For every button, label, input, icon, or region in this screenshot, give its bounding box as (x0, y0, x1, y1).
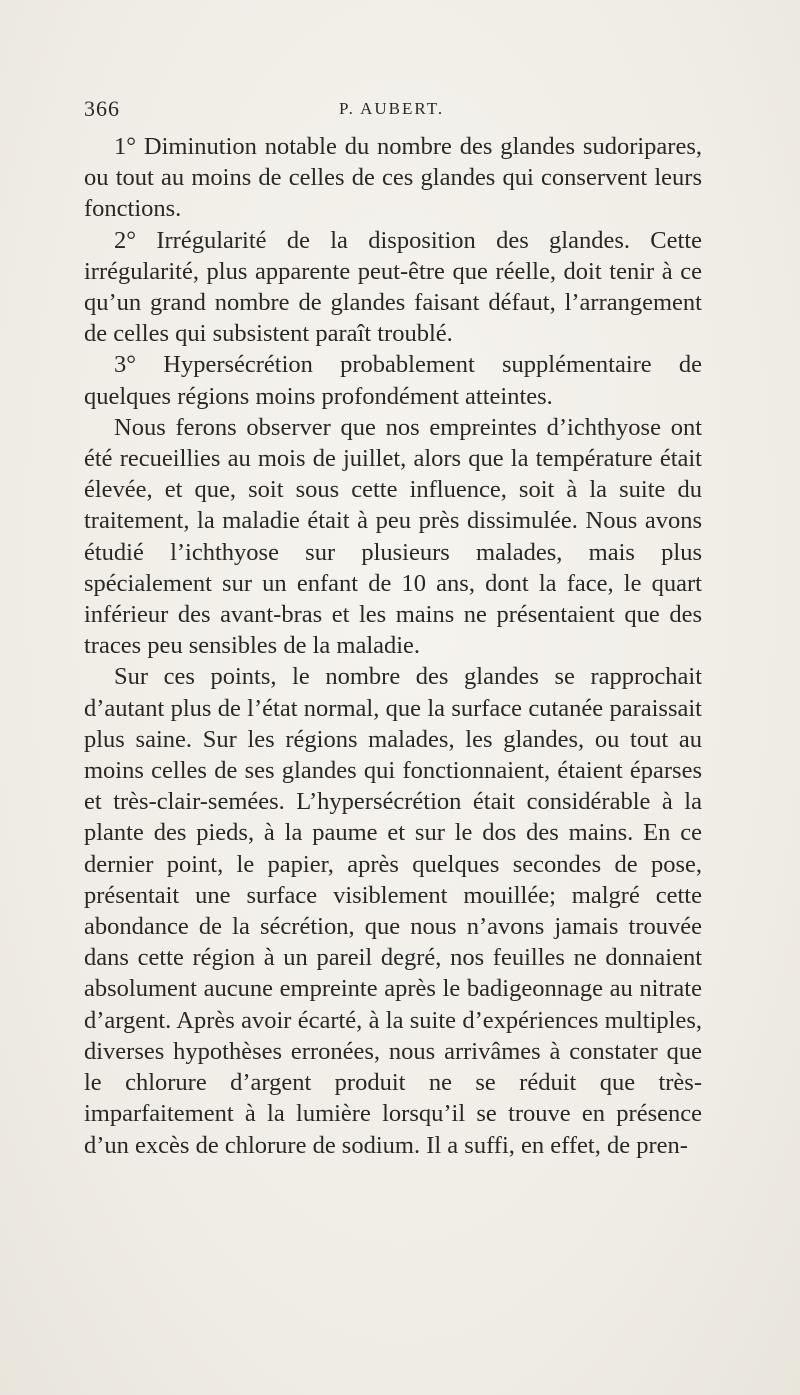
body-text (84, 131, 702, 1161)
paragraph-4: Nous ferons observer que nos empreintes d’ichthyose ont été recueillies au mois de juillet, alors que la température était élevée, et que, soit sous cette influence, soit à la suite du traitement, la maladie était à peu près dissimulée. Nous avons étudié l’ichthyose sur plusieurs malades, mais plus spécialement sur un enfant de 10 ans, dont la face, le quart inférieur des avant-bras et les mains ne présentaient que des traces peu sensibles de la maladie. (84, 413, 702, 660)
page-number: 366 (84, 96, 120, 121)
paragraph-5: Sur ces points, le nombre des glandes se rapprochait d’autant plus de l’état normal, que la surface cutanée paraissait plus saine. Sur les régions malades, les glandes, ou tout au moins celles de ses glandes qui fonctionnaient, étaient éparses et très-clair-semées. L’hypersécrétion était considérable à la plante des pieds, à la paume et sur le dos des mains. En ce dernier point, le papier, après quelques secondes de pose, présentait une surface visiblement mouillée; malgré cette abondance de la sécrétion, que nous n’avons jamais trouvée dans cette région à un pareil degré, nos feuilles ne donnaient absolument aucune empreinte après le badigeonnage au nitrate d’argent. Après avoir écarté, à la suite d’expériences multiples, diverses hypothèses erronées, nous arrivâmes à constater que le chlorure d’argent produit ne se réduit que très-imparfaitement à la lumière lorsqu’il se trouve en présence d’un excès de chlorure de sodium. Il a suffi, en effet, de pren- (84, 663, 702, 1159)
page-header (84, 96, 704, 122)
paragraph-1: 1° Diminution notable du nombre des glandes sudoripares, ou tout au moins de celles de ces glandes qui conservent leurs fonctions. (84, 133, 702, 223)
paragraph-3: 3° Hypersécrétion probablement supplémentaire de quelques régions moins profondément atteintes. (84, 351, 702, 410)
running-head: P. AUBERT. (339, 99, 445, 118)
paragraph-2: 2° Irrégularité de la disposition des glandes. Cette irrégularité, plus apparente peut-être que réelle, doit tenir à ce qu’un grand nombre de glandes faisant défaut, l’arrangement de celles qui subsistent paraît troublé. (84, 226, 702, 348)
